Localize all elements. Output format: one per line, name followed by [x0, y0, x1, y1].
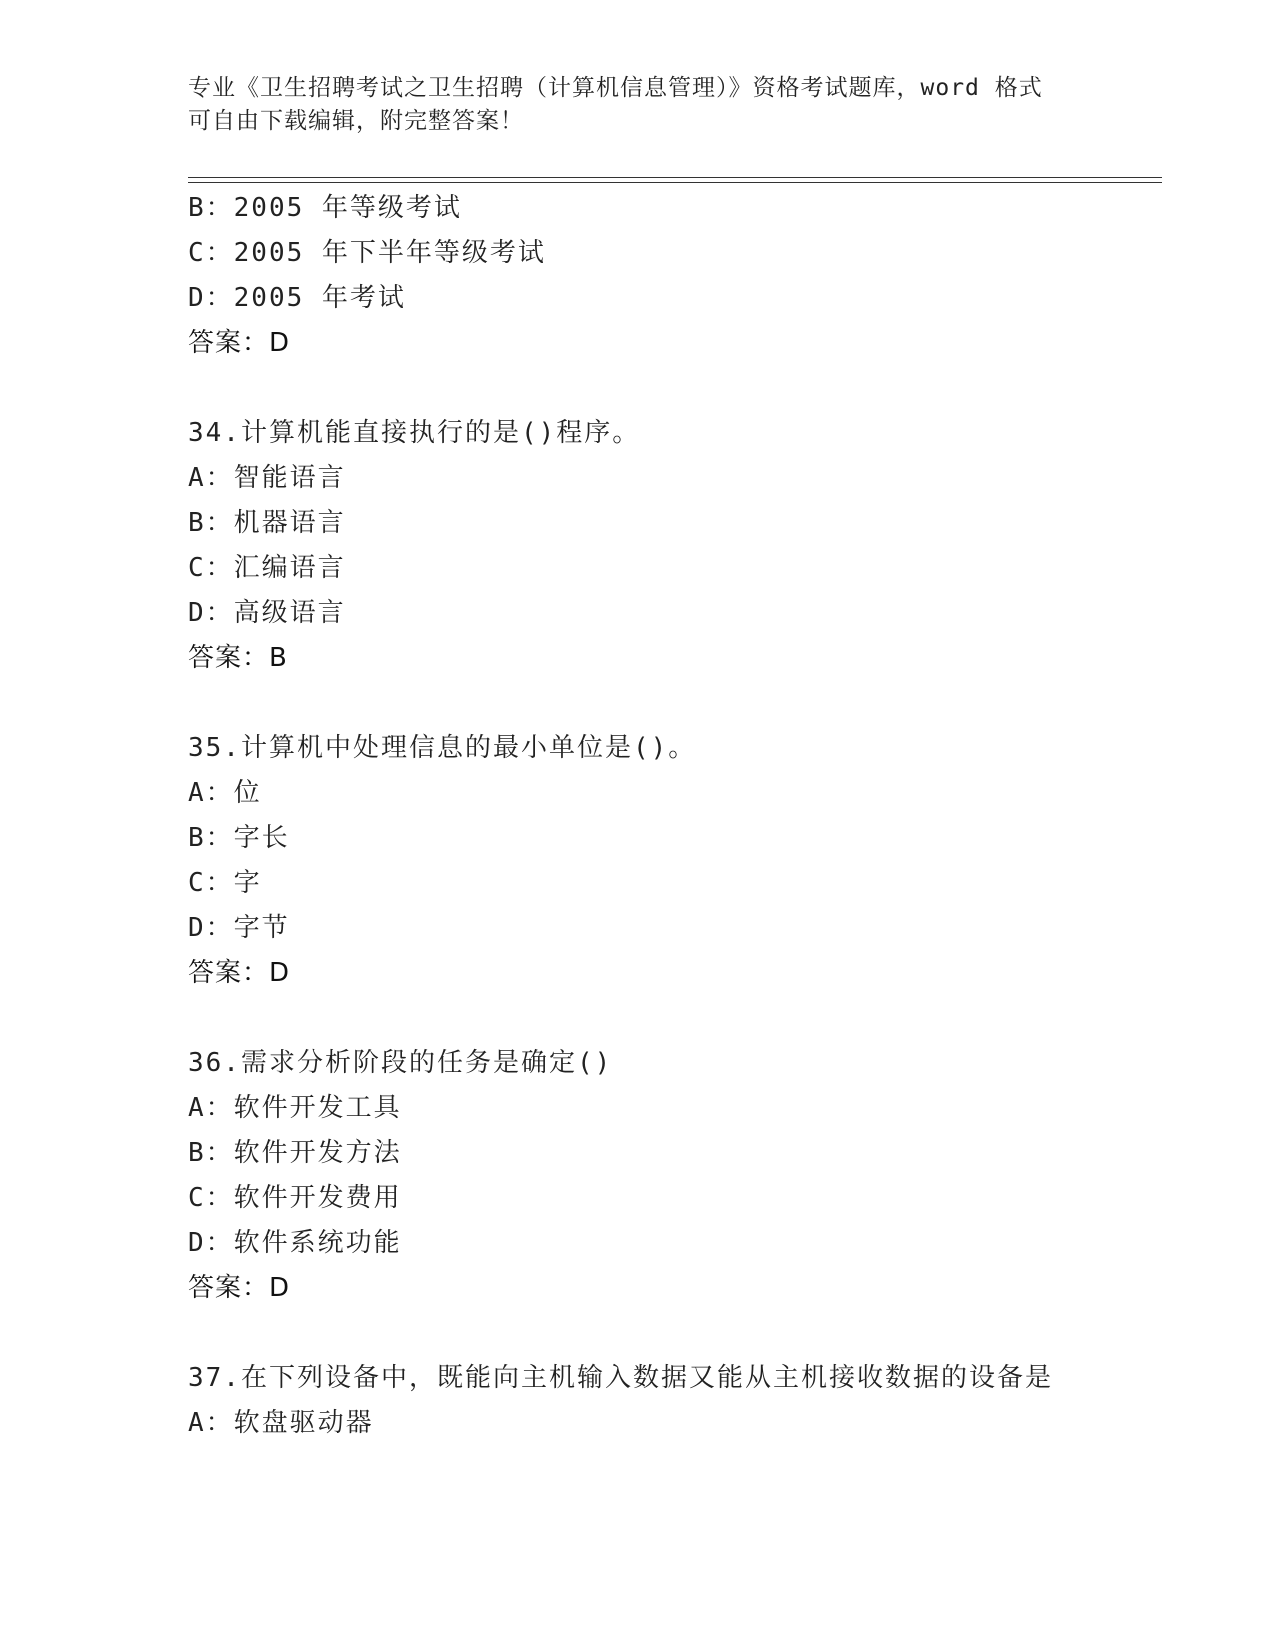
q33-option-d: D：2005 年考试: [188, 283, 406, 313]
header-divider-top: [188, 177, 1162, 178]
q35-question: 35.计算机中处理信息的最小单位是()。: [188, 733, 697, 763]
q35-option-b: B：字长: [188, 823, 290, 853]
q36-answer: 答案：D: [188, 1273, 291, 1303]
q33-option-b: B：2005 年等级考试: [188, 193, 462, 223]
q35-option-c: C：字: [188, 868, 262, 898]
q33-answer: 答案：D: [188, 328, 291, 358]
q36-option-b: B：软件开发方法: [188, 1138, 402, 1168]
q35-answer: 答案：D: [188, 958, 291, 988]
document-header: [188, 72, 1088, 138]
q36-option-a: A：软件开发工具: [188, 1093, 402, 1123]
header-divider-bottom: [188, 182, 1162, 183]
header-line-2: 可自由下载编辑，附完整答案！: [188, 108, 524, 134]
q35-option-a: A：位: [188, 778, 262, 808]
q34-option-c: C：汇编语言: [188, 553, 346, 583]
q34-option-a: A：智能语言: [188, 463, 346, 493]
header-line-1: 专业《卫生招聘考试之卫生招聘（计算机信息管理）》资格考试题库，word 格式: [188, 75, 1043, 101]
q36-option-c: C：软件开发费用: [188, 1183, 402, 1213]
q34-answer: 答案：B: [188, 643, 288, 673]
q34-question: 34.计算机能直接执行的是()程序。: [188, 418, 641, 448]
q37-question: 37.在下列设备中，既能向主机输入数据又能从主机接收数据的设备是: [188, 1363, 1053, 1393]
q35-option-d: D：字节: [188, 913, 290, 943]
q36-question: 36.需求分析阶段的任务是确定(): [188, 1048, 613, 1078]
q33-option-c: C：2005 年下半年等级考试: [188, 238, 546, 268]
q36-option-d: D：软件系统功能: [188, 1228, 402, 1258]
q37-option-a: A：软盘驱动器: [188, 1408, 374, 1438]
q34-option-b: B：机器语言: [188, 508, 346, 538]
q34-option-d: D：高级语言: [188, 598, 346, 628]
